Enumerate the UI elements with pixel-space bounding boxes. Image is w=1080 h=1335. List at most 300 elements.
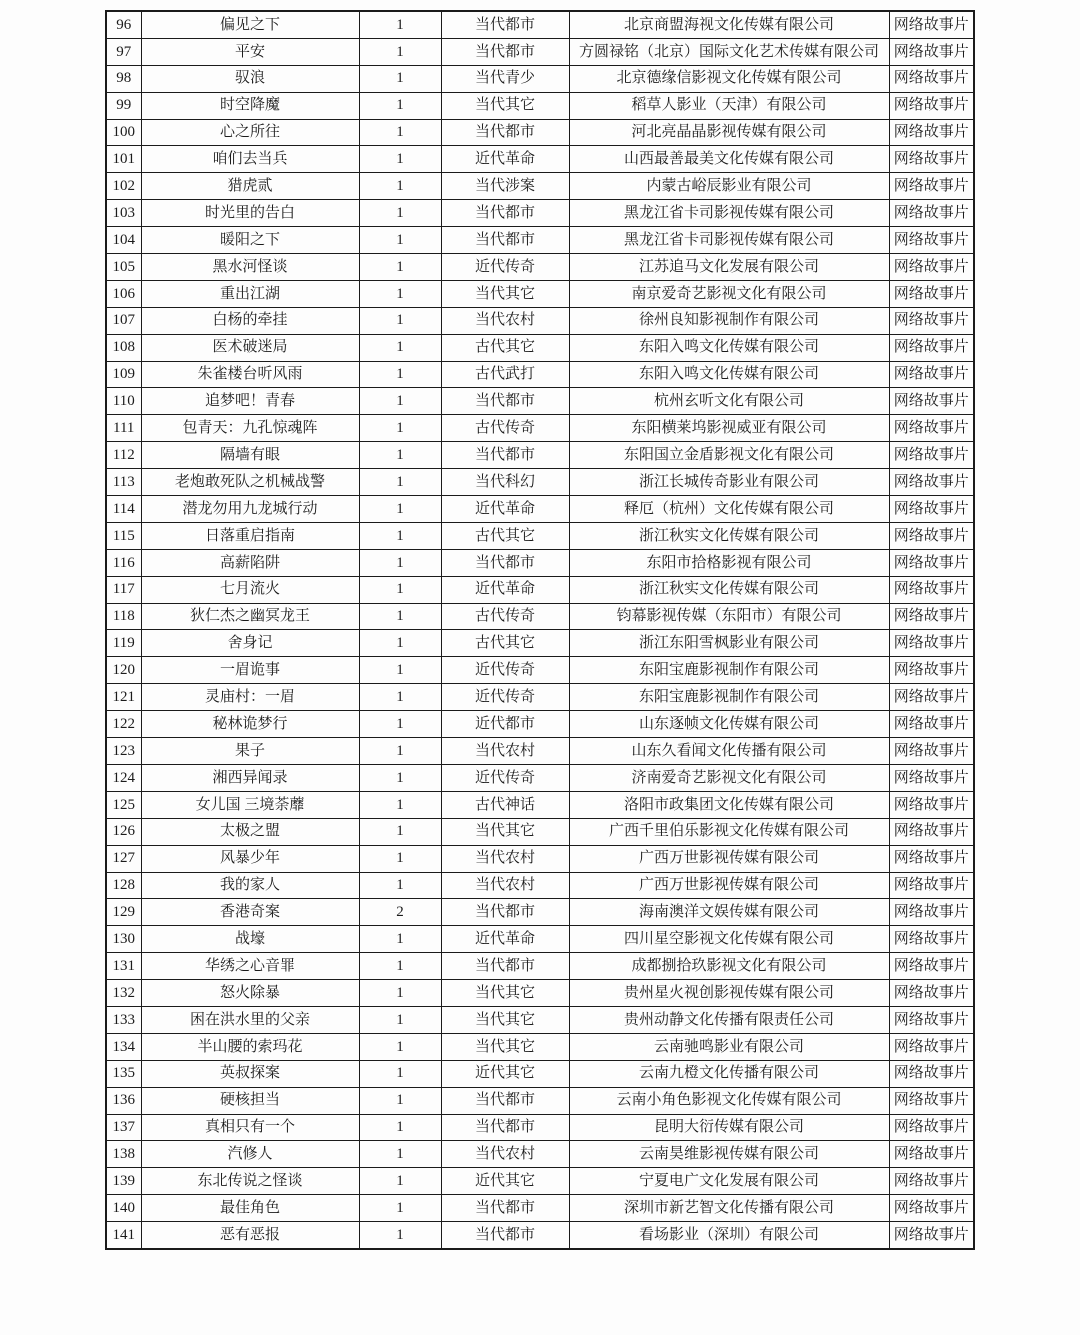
category-cell: 网络故事片: [889, 334, 974, 361]
producer-cell: 东阳市拾格影视有限公司: [569, 549, 889, 576]
episode-count-cell: 1: [359, 1141, 441, 1168]
table-row: [106, 146, 974, 173]
genre-cell: 当代农村: [441, 845, 569, 872]
episode-count-cell: 1: [359, 1168, 441, 1195]
episode-count-cell: 1: [359, 200, 441, 227]
producer-cell: 山东久看闻文化传播有限公司: [569, 738, 889, 765]
title-cell: 猎虎贰: [141, 173, 359, 200]
category-cell: 网络故事片: [889, 388, 974, 415]
category-cell: 网络故事片: [889, 953, 974, 980]
title-cell: 湘西异闻录: [141, 764, 359, 791]
title-cell: 时光里的告白: [141, 200, 359, 227]
row-number-cell: 136: [106, 1087, 141, 1114]
category-cell: 网络故事片: [889, 1141, 974, 1168]
title-cell: 秘林诡梦行: [141, 711, 359, 738]
producer-cell: 江苏追马文化发展有限公司: [569, 254, 889, 281]
category-cell: 网络故事片: [889, 38, 974, 65]
genre-cell: 当代都市: [441, 549, 569, 576]
episode-count-cell: 1: [359, 630, 441, 657]
title-cell: 白杨的牵挂: [141, 307, 359, 334]
table-row: [106, 254, 974, 281]
table-row: [106, 791, 974, 818]
table-row: [106, 603, 974, 630]
category-cell: 网络故事片: [889, 764, 974, 791]
table-row: [106, 1195, 974, 1222]
title-cell: 狄仁杰之幽冥龙王: [141, 603, 359, 630]
title-cell: 恶有恶报: [141, 1222, 359, 1249]
row-number-cell: 140: [106, 1195, 141, 1222]
episode-count-cell: 1: [359, 953, 441, 980]
genre-cell: 近代传奇: [441, 254, 569, 281]
table-row: [106, 818, 974, 845]
genre-cell: 古代神话: [441, 791, 569, 818]
category-cell: 网络故事片: [889, 119, 974, 146]
category-cell: 网络故事片: [889, 173, 974, 200]
table-row: [106, 173, 974, 200]
table-row: [106, 522, 974, 549]
title-cell: 暖阳之下: [141, 227, 359, 254]
producer-cell: 成都捌拾玖影视文化有限公司: [569, 953, 889, 980]
category-cell: 网络故事片: [889, 1168, 974, 1195]
table-row: [106, 200, 974, 227]
category-cell: 网络故事片: [889, 1195, 974, 1222]
category-cell: 网络故事片: [889, 415, 974, 442]
genre-cell: 当代都市: [441, 200, 569, 227]
producer-cell: 东阳国立金盾影视文化有限公司: [569, 442, 889, 469]
producer-cell: 东阳入鸣文化传媒有限公司: [569, 334, 889, 361]
producer-cell: 浙江秋实文化传媒有限公司: [569, 576, 889, 603]
row-number-cell: 137: [106, 1114, 141, 1141]
category-cell: 网络故事片: [889, 280, 974, 307]
episode-count-cell: 1: [359, 1195, 441, 1222]
table-row: [106, 872, 974, 899]
title-cell: 日落重启指南: [141, 522, 359, 549]
genre-cell: 当代其它: [441, 1033, 569, 1060]
row-number-cell: 107: [106, 307, 141, 334]
genre-cell: 当代青少: [441, 65, 569, 92]
producer-cell: 洛阳市政集团文化传媒有限公司: [569, 791, 889, 818]
row-number-cell: 119: [106, 630, 141, 657]
table-row: [106, 764, 974, 791]
category-cell: 网络故事片: [889, 227, 974, 254]
table-row: [106, 1006, 974, 1033]
genre-cell: 当代都市: [441, 953, 569, 980]
category-cell: 网络故事片: [889, 576, 974, 603]
title-cell: 老炮敢死队之机械战警: [141, 469, 359, 496]
producer-cell: 贵州星火视创影视传媒有限公司: [569, 980, 889, 1007]
episode-count-cell: 1: [359, 738, 441, 765]
title-cell: 汽修人: [141, 1141, 359, 1168]
table-row: [106, 576, 974, 603]
title-cell: 东北传说之怪谈: [141, 1168, 359, 1195]
category-cell: 网络故事片: [889, 65, 974, 92]
episode-count-cell: 1: [359, 334, 441, 361]
title-cell: 女儿国 三境荼蘼: [141, 791, 359, 818]
title-cell: 朱雀楼台听风雨: [141, 361, 359, 388]
producer-cell: 杭州玄听文化有限公司: [569, 388, 889, 415]
row-number-cell: 128: [106, 872, 141, 899]
table-row: [106, 334, 974, 361]
row-number-cell: 108: [106, 334, 141, 361]
row-number-cell: 134: [106, 1033, 141, 1060]
genre-cell: 古代武打: [441, 361, 569, 388]
row-number-cell: 106: [106, 280, 141, 307]
title-cell: 灵庙村：一眉: [141, 684, 359, 711]
row-number-cell: 123: [106, 738, 141, 765]
category-cell: 网络故事片: [889, 711, 974, 738]
category-cell: 网络故事片: [889, 657, 974, 684]
episode-count-cell: 1: [359, 926, 441, 953]
genre-cell: 古代传奇: [441, 415, 569, 442]
producer-cell: 山东逐帧文化传媒有限公司: [569, 711, 889, 738]
genre-cell: 当代农村: [441, 1141, 569, 1168]
row-number-cell: 116: [106, 549, 141, 576]
title-cell: 追梦吧！青春: [141, 388, 359, 415]
genre-cell: 当代都市: [441, 388, 569, 415]
genre-cell: 当代都市: [441, 1114, 569, 1141]
genre-cell: 当代农村: [441, 872, 569, 899]
genre-cell: 当代其它: [441, 92, 569, 119]
genre-cell: 当代都市: [441, 119, 569, 146]
episode-count-cell: 1: [359, 92, 441, 119]
row-number-cell: 132: [106, 980, 141, 1007]
producer-cell: 广西万世影视传媒有限公司: [569, 872, 889, 899]
category-cell: 网络故事片: [889, 1006, 974, 1033]
episode-count-cell: 1: [359, 173, 441, 200]
category-cell: 网络故事片: [889, 1114, 974, 1141]
row-number-cell: 97: [106, 38, 141, 65]
episode-count-cell: 1: [359, 388, 441, 415]
producer-cell: 东阳入鸣文化传媒有限公司: [569, 361, 889, 388]
title-cell: 华绣之心音罪: [141, 953, 359, 980]
table-row: [106, 1087, 974, 1114]
table-row: [106, 361, 974, 388]
episode-count-cell: 1: [359, 603, 441, 630]
episode-count-cell: 1: [359, 549, 441, 576]
episode-count-cell: 1: [359, 845, 441, 872]
producer-cell: 云南驰鸣影业有限公司: [569, 1033, 889, 1060]
producer-cell: 徐州良知影视制作有限公司: [569, 307, 889, 334]
row-number-cell: 125: [106, 791, 141, 818]
row-number-cell: 130: [106, 926, 141, 953]
category-cell: 网络故事片: [889, 872, 974, 899]
category-cell: 网络故事片: [889, 11, 974, 38]
title-cell: 包青天：九孔惊魂阵: [141, 415, 359, 442]
table-row: [106, 1033, 974, 1060]
table-row: [106, 549, 974, 576]
producer-cell: 释厄（杭州）文化传媒有限公司: [569, 496, 889, 523]
table-row: [106, 227, 974, 254]
category-cell: 网络故事片: [889, 200, 974, 227]
producer-cell: 山西最善最美文化传媒有限公司: [569, 146, 889, 173]
category-cell: 网络故事片: [889, 496, 974, 523]
category-cell: 网络故事片: [889, 791, 974, 818]
category-cell: 网络故事片: [889, 684, 974, 711]
row-number-cell: 139: [106, 1168, 141, 1195]
title-cell: 平安: [141, 38, 359, 65]
title-cell: 战壕: [141, 926, 359, 953]
episode-count-cell: 1: [359, 818, 441, 845]
table-row: [106, 926, 974, 953]
genre-cell: 近代传奇: [441, 764, 569, 791]
genre-cell: 当代涉案: [441, 173, 569, 200]
category-cell: 网络故事片: [889, 92, 974, 119]
row-number-cell: 98: [106, 65, 141, 92]
genre-cell: 近代其它: [441, 1168, 569, 1195]
genre-cell: 当代都市: [441, 1195, 569, 1222]
category-cell: 网络故事片: [889, 818, 974, 845]
title-cell: 真相只有一个: [141, 1114, 359, 1141]
producer-cell: 海南澳洋文娱传媒有限公司: [569, 899, 889, 926]
category-cell: 网络故事片: [889, 1033, 974, 1060]
title-cell: 太极之盟: [141, 818, 359, 845]
producer-cell: 浙江秋实文化传媒有限公司: [569, 522, 889, 549]
table-row: [106, 280, 974, 307]
table-row: [106, 415, 974, 442]
producer-cell: 贵州动静文化传播有限责任公司: [569, 1006, 889, 1033]
row-number-cell: 111: [106, 415, 141, 442]
genre-cell: 当代都市: [441, 1222, 569, 1249]
category-cell: 网络故事片: [889, 1222, 974, 1249]
producer-cell: 济南爱奇艺影视文化有限公司: [569, 764, 889, 791]
genre-cell: 当代都市: [441, 11, 569, 38]
table-row: [106, 388, 974, 415]
category-cell: 网络故事片: [889, 469, 974, 496]
producer-cell: 东阳宝鹿影视制作有限公司: [569, 684, 889, 711]
title-cell: 困在洪水里的父亲: [141, 1006, 359, 1033]
row-number-cell: 112: [106, 442, 141, 469]
title-cell: 最佳角色: [141, 1195, 359, 1222]
genre-cell: 当代农村: [441, 738, 569, 765]
row-number-cell: 114: [106, 496, 141, 523]
genre-cell: 近代其它: [441, 1060, 569, 1087]
episode-count-cell: 1: [359, 1033, 441, 1060]
table-row: [106, 1114, 974, 1141]
title-cell: 重出江湖: [141, 280, 359, 307]
title-cell: 隔墙有眼: [141, 442, 359, 469]
producer-cell: 四川星空影视文化传媒有限公司: [569, 926, 889, 953]
title-cell: 七月流火: [141, 576, 359, 603]
episode-count-cell: 1: [359, 576, 441, 603]
title-cell: 香港奇案: [141, 899, 359, 926]
category-cell: 网络故事片: [889, 899, 974, 926]
genre-cell: 古代其它: [441, 522, 569, 549]
row-number-cell: 113: [106, 469, 141, 496]
episode-count-cell: 1: [359, 1060, 441, 1087]
table-row: [106, 953, 974, 980]
title-cell: 半山腰的索玛花: [141, 1033, 359, 1060]
row-number-cell: 109: [106, 361, 141, 388]
producer-cell: 云南昊维影视传媒有限公司: [569, 1141, 889, 1168]
table-row: [106, 684, 974, 711]
producer-cell: 东阳横莱坞影视威亚有限公司: [569, 415, 889, 442]
table-row: [106, 65, 974, 92]
table-row: [106, 1141, 974, 1168]
table-row: [106, 442, 974, 469]
category-cell: 网络故事片: [889, 630, 974, 657]
episode-count-cell: 1: [359, 684, 441, 711]
episode-count-cell: 1: [359, 1006, 441, 1033]
episode-count-cell: 1: [359, 119, 441, 146]
producer-cell: 宁夏电广文化发展有限公司: [569, 1168, 889, 1195]
category-cell: 网络故事片: [889, 926, 974, 953]
producer-cell: 黑龙江省卡司影视传媒有限公司: [569, 227, 889, 254]
producer-cell: 北京商盟海视文化传媒有限公司: [569, 11, 889, 38]
genre-cell: 古代其它: [441, 630, 569, 657]
genre-cell: 当代都市: [441, 38, 569, 65]
title-cell: 英叔探案: [141, 1060, 359, 1087]
row-number-cell: 141: [106, 1222, 141, 1249]
episode-count-cell: 1: [359, 280, 441, 307]
row-number-cell: 105: [106, 254, 141, 281]
producer-cell: 河北亮晶晶影视传媒有限公司: [569, 119, 889, 146]
genre-cell: 当代都市: [441, 1087, 569, 1114]
episode-count-cell: 1: [359, 442, 441, 469]
table-row: [106, 469, 974, 496]
title-cell: 驭浪: [141, 65, 359, 92]
title-cell: 黑水河怪谈: [141, 254, 359, 281]
episode-count-cell: 1: [359, 1087, 441, 1114]
row-number-cell: 104: [106, 227, 141, 254]
producer-cell: 云南小角色影视文化传媒有限公司: [569, 1087, 889, 1114]
producer-cell: 内蒙古峪辰影业有限公司: [569, 173, 889, 200]
row-number-cell: 110: [106, 388, 141, 415]
episode-count-cell: 1: [359, 1222, 441, 1249]
genre-cell: 近代都市: [441, 711, 569, 738]
table-row: [106, 980, 974, 1007]
row-number-cell: 118: [106, 603, 141, 630]
genre-cell: 古代其它: [441, 334, 569, 361]
table-row: [106, 1168, 974, 1195]
table-row: [106, 711, 974, 738]
category-cell: 网络故事片: [889, 603, 974, 630]
producer-cell: 稻草人影业（天津）有限公司: [569, 92, 889, 119]
row-number-cell: 115: [106, 522, 141, 549]
episode-count-cell: 1: [359, 522, 441, 549]
category-cell: 网络故事片: [889, 1060, 974, 1087]
episode-count-cell: 1: [359, 791, 441, 818]
producer-cell: 广西万世影视传媒有限公司: [569, 845, 889, 872]
genre-cell: 古代传奇: [441, 603, 569, 630]
episode-count-cell: 1: [359, 254, 441, 281]
producer-cell: 钧幕影视传媒（东阳市）有限公司: [569, 603, 889, 630]
title-cell: 医术破迷局: [141, 334, 359, 361]
row-number-cell: 133: [106, 1006, 141, 1033]
title-cell: 果子: [141, 738, 359, 765]
title-cell: 硬核担当: [141, 1087, 359, 1114]
table-row: [106, 738, 974, 765]
genre-cell: 近代革命: [441, 496, 569, 523]
genre-cell: 当代其它: [441, 980, 569, 1007]
row-number-cell: 101: [106, 146, 141, 173]
producer-cell: 广西千里伯乐影视文化传媒有限公司: [569, 818, 889, 845]
genre-cell: 当代都市: [441, 442, 569, 469]
category-cell: 网络故事片: [889, 522, 974, 549]
category-cell: 网络故事片: [889, 845, 974, 872]
category-cell: 网络故事片: [889, 146, 974, 173]
row-number-cell: 124: [106, 764, 141, 791]
genre-cell: 近代传奇: [441, 684, 569, 711]
title-cell: 我的家人: [141, 872, 359, 899]
row-number-cell: 131: [106, 953, 141, 980]
row-number-cell: 103: [106, 200, 141, 227]
table-row: [106, 1060, 974, 1087]
episode-count-cell: 1: [359, 496, 441, 523]
table-row: [106, 899, 974, 926]
category-cell: 网络故事片: [889, 442, 974, 469]
row-number-cell: 96: [106, 11, 141, 38]
table-row: [106, 11, 974, 38]
episode-count-cell: 1: [359, 11, 441, 38]
genre-cell: 近代革命: [441, 576, 569, 603]
episode-count-cell: 1: [359, 872, 441, 899]
title-cell: 咱们去当兵: [141, 146, 359, 173]
table-row: [106, 657, 974, 684]
table-row: [106, 307, 974, 334]
episode-count-cell: 1: [359, 146, 441, 173]
producer-cell: 北京德缘信影视文化传媒有限公司: [569, 65, 889, 92]
category-cell: 网络故事片: [889, 980, 974, 1007]
episode-count-cell: 1: [359, 764, 441, 791]
producer-cell: 浙江东阳雪枫影业有限公司: [569, 630, 889, 657]
table-row: [106, 119, 974, 146]
producer-cell: 昆明大衍传媒有限公司: [569, 1114, 889, 1141]
row-number-cell: 102: [106, 173, 141, 200]
row-number-cell: 99: [106, 92, 141, 119]
title-cell: 高薪陷阱: [141, 549, 359, 576]
category-cell: 网络故事片: [889, 549, 974, 576]
genre-cell: 当代其它: [441, 280, 569, 307]
row-number-cell: 121: [106, 684, 141, 711]
genre-cell: 当代科幻: [441, 469, 569, 496]
producer-cell: 云南九橙文化传播有限公司: [569, 1060, 889, 1087]
episode-count-cell: 1: [359, 361, 441, 388]
episode-count-cell: 1: [359, 469, 441, 496]
category-cell: 网络故事片: [889, 1087, 974, 1114]
producer-cell: 东阳宝鹿影视制作有限公司: [569, 657, 889, 684]
episode-count-cell: 1: [359, 227, 441, 254]
genre-cell: 近代革命: [441, 926, 569, 953]
episode-count-cell: 2: [359, 899, 441, 926]
row-number-cell: 122: [106, 711, 141, 738]
table-row: [106, 38, 974, 65]
title-cell: 心之所往: [141, 119, 359, 146]
category-cell: 网络故事片: [889, 254, 974, 281]
row-number-cell: 100: [106, 119, 141, 146]
row-number-cell: 135: [106, 1060, 141, 1087]
genre-cell: 当代都市: [441, 227, 569, 254]
table-row: [106, 845, 974, 872]
genre-cell: 近代传奇: [441, 657, 569, 684]
episode-count-cell: 1: [359, 38, 441, 65]
film-list-table: [105, 10, 975, 1250]
category-cell: 网络故事片: [889, 307, 974, 334]
title-cell: 风暴少年: [141, 845, 359, 872]
row-number-cell: 138: [106, 1141, 141, 1168]
episode-count-cell: 1: [359, 415, 441, 442]
row-number-cell: 126: [106, 818, 141, 845]
producer-cell: 深圳市新艺智文化传播有限公司: [569, 1195, 889, 1222]
producer-cell: 方圆禄铭（北京）国际文化艺术传媒有限公司: [569, 38, 889, 65]
title-cell: 怒火除暴: [141, 980, 359, 1007]
title-cell: 一眉诡事: [141, 657, 359, 684]
title-cell: 舍身记: [141, 630, 359, 657]
table-row: [106, 630, 974, 657]
row-number-cell: 127: [106, 845, 141, 872]
table-row: [106, 496, 974, 523]
row-number-cell: 117: [106, 576, 141, 603]
genre-cell: 当代农村: [441, 307, 569, 334]
